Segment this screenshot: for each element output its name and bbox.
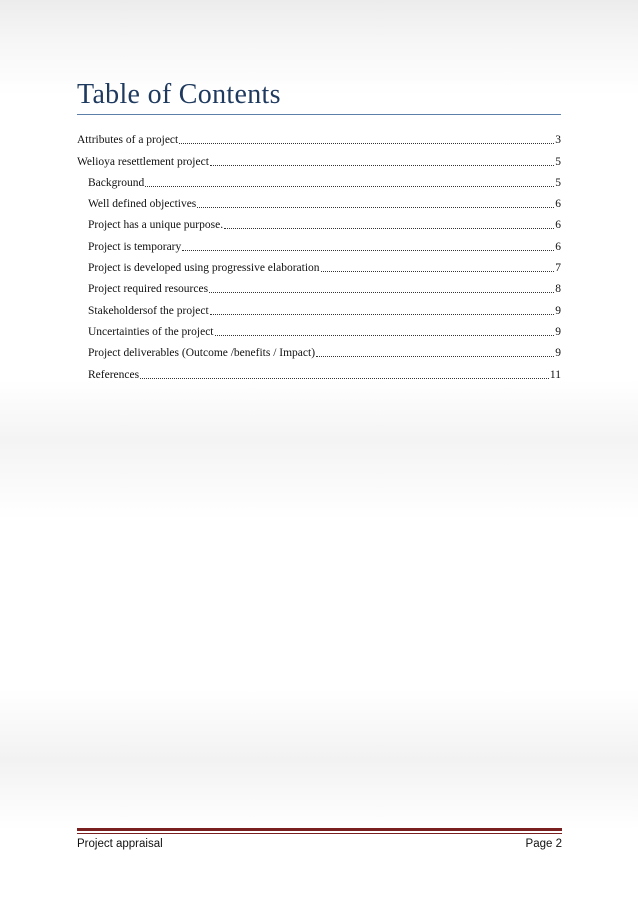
toc-entry[interactable] [77, 126, 561, 147]
toc-entry-page: 6 [555, 240, 561, 253]
toc-entry-label: Project deliverables (Outcome /benefits / Impact) [88, 347, 316, 360]
toc-entry-page: 11 [549, 368, 561, 381]
toc-entry[interactable] [77, 211, 561, 232]
toc-dot-leader [215, 334, 555, 336]
toc-entry-label: Well defined objectives [88, 198, 197, 211]
toc-dot-leader [179, 142, 554, 144]
toc-dot-leader [210, 164, 554, 166]
toc-entry[interactable] [77, 275, 561, 296]
toc-dot-leader [210, 313, 555, 315]
title-underline [77, 114, 561, 115]
toc-entry-page: 3 [555, 134, 561, 147]
toc-entry[interactable] [77, 232, 561, 253]
toc-dot-leader [316, 355, 554, 357]
toc-entry-label: Background [88, 176, 145, 189]
toc-dot-leader [182, 249, 554, 251]
footer-page-number: Page 2 [525, 838, 562, 850]
toc-entry-page: 6 [555, 198, 561, 211]
toc-entry-page: 6 [555, 219, 561, 232]
footer-rule-thin [77, 833, 562, 834]
toc-entry[interactable] [77, 254, 561, 275]
toc-entry-label: Uncertainties of the project [88, 325, 214, 338]
toc-dot-leader [224, 227, 554, 229]
toc-entry[interactable] [77, 190, 561, 211]
footer-rule-thick [77, 828, 562, 831]
toc-entry-label: Project required resources [88, 283, 209, 296]
toc-dot-leader [145, 185, 554, 187]
footer-title: Project appraisal [77, 838, 163, 850]
toc-entry-page: 5 [555, 176, 561, 189]
toc-dot-leader [197, 206, 554, 208]
toc-entry-label: Project has a unique purpose. [88, 219, 224, 232]
toc-entry-page: 7 [555, 262, 561, 275]
toc-entry[interactable] [77, 339, 561, 360]
toc-dot-leader [140, 377, 549, 379]
toc-entry-label: Stakeholdersof the project [88, 304, 209, 317]
toc-entry[interactable] [77, 360, 561, 381]
toc-entry-page: 9 [555, 347, 561, 360]
toc-entry-page: 5 [555, 155, 561, 168]
toc-dot-leader [321, 270, 555, 272]
toc-list [77, 126, 561, 382]
toc-entry-page: 9 [555, 325, 561, 338]
toc-entry-label: References [88, 368, 140, 381]
toc-entry-page: 8 [555, 283, 561, 296]
toc-dot-leader [209, 291, 554, 293]
toc-entry[interactable] [77, 169, 561, 190]
toc-entry-page: 9 [555, 304, 561, 317]
toc-title: Table of Contents [77, 79, 281, 110]
toc-entry-label: Attributes of a project [77, 134, 179, 147]
toc-entry[interactable] [77, 147, 561, 168]
toc-entry-label: Project is developed using progressive elaboration [88, 262, 320, 275]
toc-entry[interactable] [77, 318, 561, 339]
toc-entry-label: Welioya resettlement project [77, 155, 209, 168]
toc-entry[interactable] [77, 296, 561, 317]
toc-entry-label: Project is temporary [88, 240, 182, 253]
